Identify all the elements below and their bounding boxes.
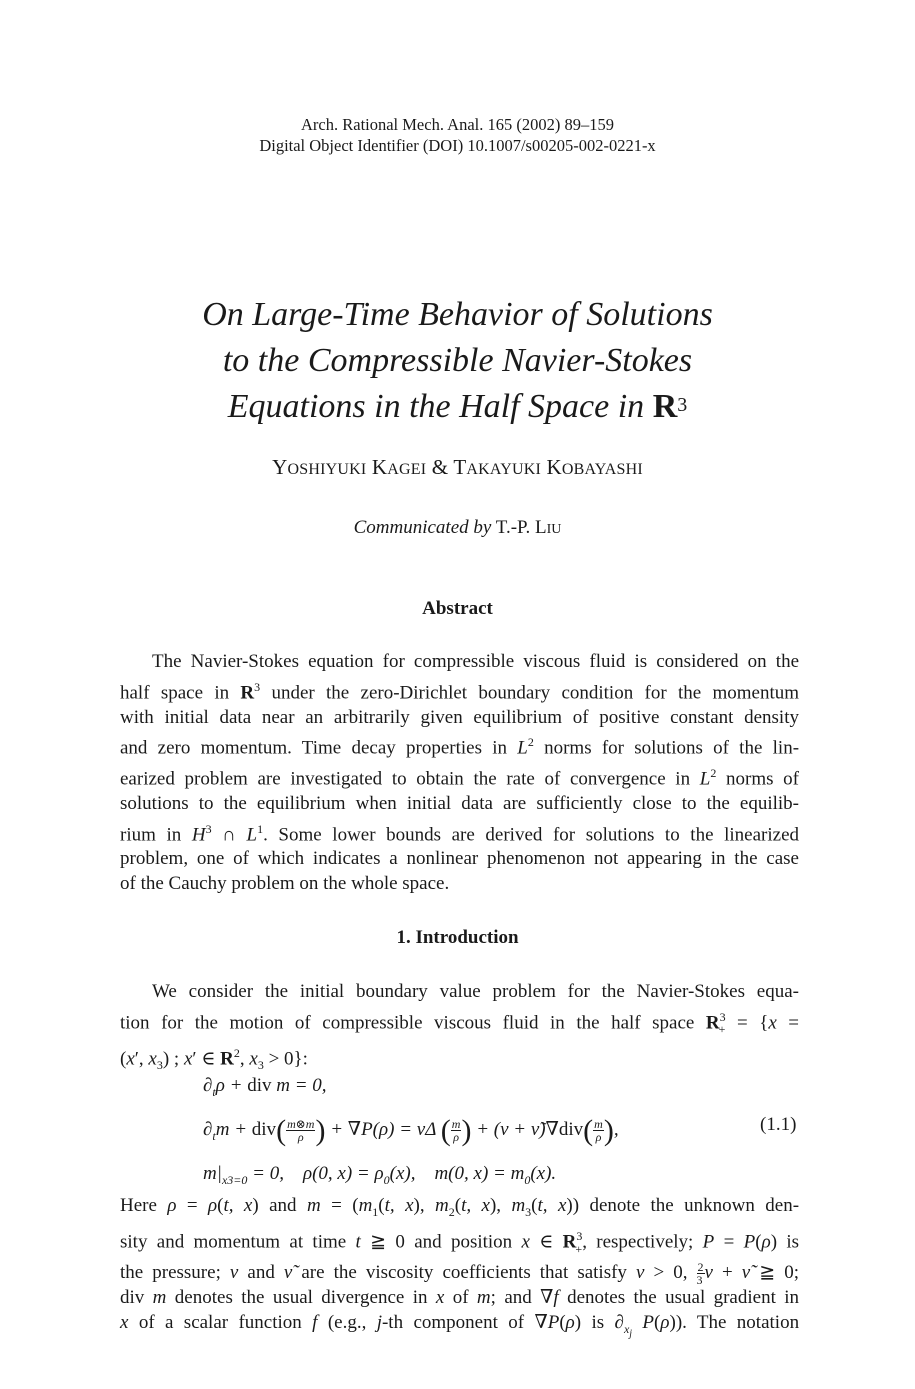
abstract-body: [120, 650, 799, 897]
title-line-3-text: Equations in the Half Space in: [227, 388, 645, 425]
journal-citation: Arch. Rational Mech. Anal. 165 (2002) 89–159: [301, 115, 614, 134]
intro-paragraph-1: [120, 980, 799, 1078]
abstract-heading: Abstract: [422, 598, 493, 619]
author-2: TAKAYUKI KOBAYASHI: [453, 455, 643, 479]
equation-1-1: [203, 1067, 619, 1198]
authors: [0, 455, 915, 480]
abstract-line: earized problem are investigated to obtain the rate of convergence in $L^2$ norms of: [120, 766, 799, 790]
equation-line-continuity: $\partial_t\rho$ + div m = 0,: [203, 1075, 327, 1099]
equation-line-boundary: $m|_{x3=0} = 0$, ρ(0, $x) = \rho_0(x)$, m(0, $x) = m_0(x)$.: [203, 1162, 557, 1187]
communicator-name: T.-P. LIU: [495, 517, 562, 538]
intro-paragraph-2: [120, 1194, 799, 1347]
abstract-line: half space in $R^3$ under the zero-Dirichlet boundary condition for the momentum: [120, 679, 800, 703]
communicated-by: [0, 517, 915, 539]
intro-line: tion for the motion of compressible viscous fluid in the half space $R^3_+ = \{x$ =: [120, 1009, 800, 1036]
doi-line: Digital Object Identifier (DOI) 10.1007/s00205-002-0221-x: [259, 136, 656, 155]
intro-line: div m denotes the usual divergence in x of m; and ∇f denotes the usual gradient in: [120, 1287, 800, 1309]
author-1: YOSHIYUKI KAGEI: [272, 455, 427, 479]
equation-number: (1.1): [760, 1114, 797, 1135]
abstract-line: with initial data near an arbitrarily given equilibrium of positive constant density: [120, 706, 799, 728]
paper-title: [0, 292, 915, 430]
intro-line: x of a scalar function f (e.g., j-th component of ∇P(ρ) is $\partial_{x_j}$ P(ρ)). The notation: [120, 1311, 800, 1340]
equation-line-momentum: $\partial_tm + div$( $\frac{m\otimes m}{\rho}$ ) + ∇P(ρ) = νΔ ( $\frac{m}{\rho}$ ) + (ν + ν̃)∇div( $\frac{m}{\rho}$ ),: [203, 1113, 619, 1147]
abstract-line: rium in $H^3$ ∩ $L^1$. Some lower bounds are derived for solutions to the linearized: [120, 821, 799, 845]
abstract-line: solutions to the equilibrium when initial data are sufficiently close to the equilib-: [120, 792, 799, 814]
intro-line: the pressure; ν and ν̃ are the viscosity coefficients that satisfy ν > 0, $\frac{2}{3}$ ν + ν̃ ≧ 0;: [120, 1260, 800, 1288]
title-line-1: On Large-Time Behavior of Solutions: [202, 296, 713, 333]
author-ampersand: &: [431, 455, 449, 479]
intro-line: We consider the initial boundary value problem for the Navier-Stokes equa-: [152, 981, 799, 1002]
intro-line: Here ρ = ρ(t, x) and $m = (m_1(t$, x), $m_2(t$, x), $m_3(t$, x)) denote the unknown den-: [120, 1195, 800, 1219]
abstract-line: problem, one of which indicates a nonlinear phenomenon not appearing in the case: [120, 848, 799, 870]
abstract-line: of the Cauchy problem on the whole space.: [120, 873, 450, 895]
communicated-label: Communicated by: [353, 517, 492, 538]
intro-line: (x′, $x_3$) ; x′ ∈ $R^2$, $x_3 > 0$}:: [120, 1046, 308, 1073]
abstract-line: and zero momentum. Time decay properties in $L^2$ norms for solutions of the lin-: [120, 735, 800, 759]
abstract-line: The Navier-Stokes equation for compressible viscous fluid is considered on the: [152, 651, 799, 672]
section-heading-introduction: 1. Introduction: [396, 927, 519, 948]
intro-line: sity and momentum at time t ≧ 0 and position x ∈ $R^3_+$, respectively; P = P(ρ) is: [120, 1229, 800, 1256]
title-line-2: to the Compressible Navier-Stokes: [222, 342, 693, 379]
title-line-3: Equations in the Half Space in $R^3$: [227, 388, 688, 425]
